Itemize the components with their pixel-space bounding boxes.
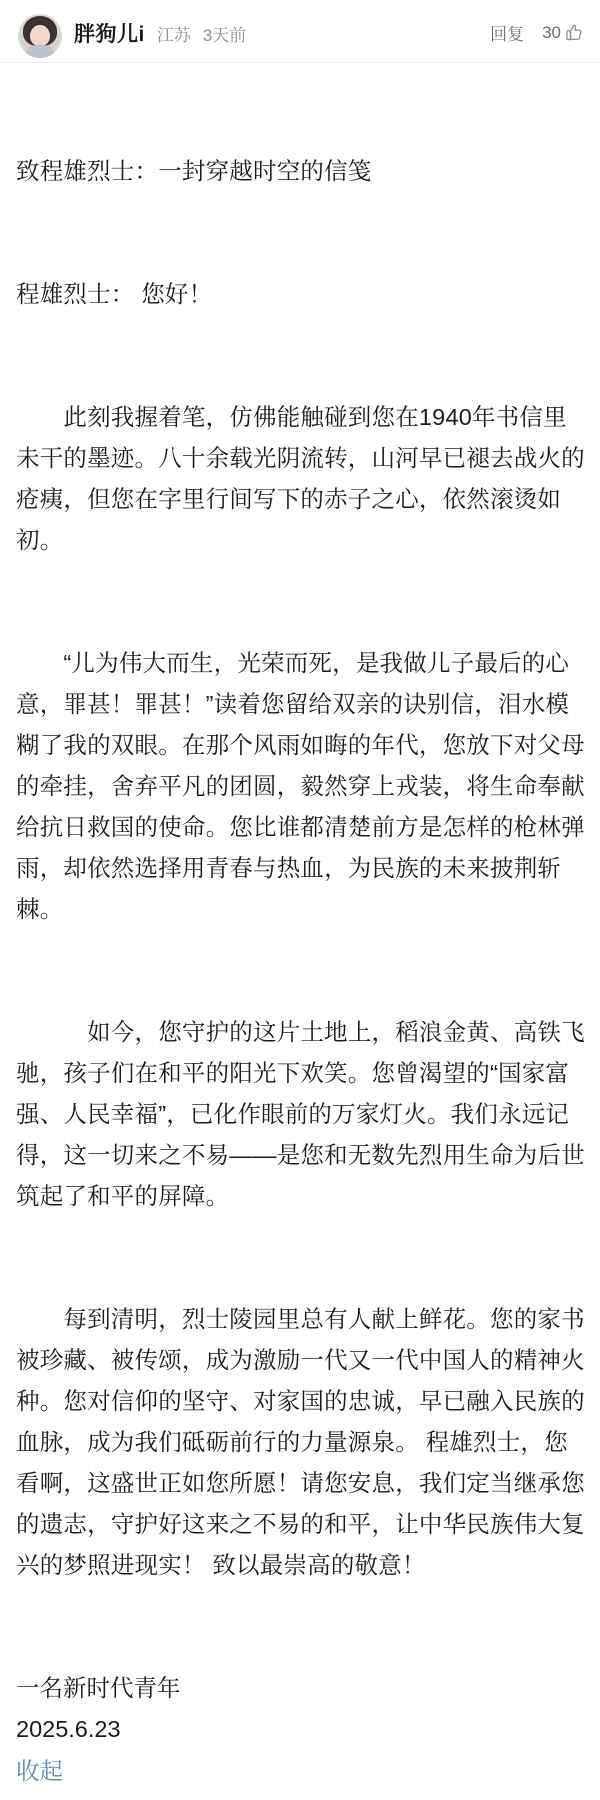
avatar-face: [30, 25, 50, 46]
comment-actions: [490, 12, 584, 45]
like-count: 30: [542, 22, 561, 42]
like-group[interactable]: [542, 23, 584, 43]
paragraph-3: 如今，您守护的这片土地上，稻浪金黄、高铁飞驰，孩子们在和平的阳光下欢笑。您曾渴望的“国家富强、人民幸福”，已化作眼前的万家灯火。我们永远记得，这一切来之不易——是您和无数先烈用生命为后世筑起了和平的屏障。: [16, 1019, 585, 1209]
comment-header: [0, 0, 600, 62]
paragraph-2: “儿为伟大而生，光荣而死，是我做儿子最后的心意，罪甚！罪甚！”读着您留给双亲的诀别信，泪水模糊了我的双眼。在那个风雨如晦的年代，您放下对父母的牵挂，舍弃平凡的团圆，毅然穿上戎装，将生命奉献给抗日救国的使命。您比谁都清楚前方是怎样的枪林弹雨，却依然选择用青春与热血，为民族的未来披荆斩棘。: [16, 650, 585, 922]
comment-body: [0, 63, 600, 1668]
paragraph-4: 每到清明，烈士陵园里总有人献上鲜花。您的家书被珍藏、被传颂，成为激励一代又一代中国人的精神火种。您对信仰的坚守、对家国的忠诚，早已融入民族的血脉，成为我们砥砺前行的力量源泉。 程雄烈士，您看啊，这盛世正如您所愿！请您安息，我们定当继承您的遗志，守护好这来之不易的和平，让中华民族伟大复兴的梦照进现实！ 致以最崇高的敬意！: [16, 1306, 585, 1578]
thumbs-up-icon[interactable]: [565, 23, 584, 42]
comment-date: 2025.6.23: [16, 1716, 121, 1742]
paragraph-1: 此刻我握着笔，仿佛能触碰到您在1940年书信里未干的墨迹。八十余载光阴流转，山河早已褪去战火的疮痍，但您在字里行间写下的赤子之心，依然滚烫如初。: [16, 404, 585, 553]
signature: 一名新时代青年: [16, 1675, 181, 1701]
avatar-body: [24, 45, 56, 58]
author-name[interactable]: 胖狗儿i: [74, 23, 145, 46]
reply-button[interactable]: 回复: [490, 20, 524, 45]
paragraph-title: 致程雄烈士：一封穿越时空的信笺: [16, 158, 372, 184]
author-location: 江苏: [156, 26, 191, 45]
avatar[interactable]: [18, 14, 62, 58]
paragraph-salutation: 程雄烈士： 您好！: [16, 281, 213, 307]
author-block: [74, 12, 490, 48]
comment-time: 3天前: [202, 26, 247, 45]
collapse-button[interactable]: 收起: [16, 1758, 63, 1784]
